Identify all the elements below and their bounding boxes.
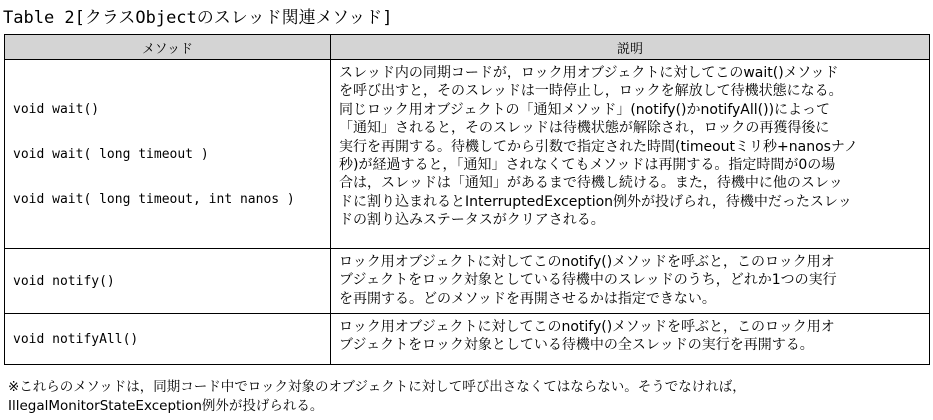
- method-signature: void notifyAll(): [13, 331, 139, 347]
- table-row-wait: [5, 60, 930, 249]
- method-signature: void wait( long timeout ): [13, 146, 209, 162]
- description-line: ロック用オブジェクトに対してこのnotify()メソッドを呼ぶと，このロック用オ: [339, 254, 835, 270]
- table-row-notify: [5, 249, 930, 314]
- method-cell: [5, 249, 331, 314]
- method-table: [4, 34, 930, 365]
- description-line: 秒)が経過すると，「通知」されなくてもメソッドは再開する。指定時間が0の場: [339, 157, 836, 174]
- description-line: ロック用オブジェクトに対してこのnotify()メソッドを呼ぶと，このロック用オ: [339, 319, 835, 335]
- method-signature: void notify(): [13, 273, 115, 289]
- method-cell: [5, 314, 331, 365]
- description-line: 実行を再開する。待機してから引数で指定された時間(timeoutミリ秒+nanosナノ: [339, 138, 858, 155]
- header-method: メソッド: [5, 35, 331, 60]
- method-cell: [5, 60, 331, 249]
- description-line: ブジェクトをロック対象としている待機中の全スレッドの実行を再開する。: [339, 337, 814, 354]
- footnote-line: IllegalMonitorStateException例外が投げられる。: [8, 398, 324, 414]
- description-line: スレッド内の同期コードが，ロック用オブジェクトに対してこのwait()メソッド: [339, 65, 839, 81]
- method-signature: void wait(): [13, 101, 100, 117]
- description-line: 「通知」されると，そのスレッドは待機状態が解除され，ロックの再獲得後に: [339, 120, 830, 137]
- description-line: ブジェクトをロック対象としている待機中のスレッドのうち，どれか1つの実行: [339, 272, 837, 289]
- footnote: [8, 378, 746, 416]
- description-line: ドに割り込まれるとInterruptedException例外が投げられ，待機中だったスレッ: [339, 193, 852, 210]
- description-line: 合は，スレッドは「通知」があるまで待機し続ける。また，待機中に他のスレッ: [339, 175, 843, 192]
- table-row-notifyall: [5, 314, 930, 365]
- description-line: を再開する。どのメソッドを再開させるかは指定できない。: [339, 290, 716, 307]
- table-header-row: [5, 35, 930, 60]
- description-line: ドの割り込みステータスがクリアされる。: [339, 212, 605, 229]
- table-caption: Table 2[クラスObjectのスレッド関連メソッド]: [3, 8, 393, 28]
- description-cell: [331, 249, 930, 314]
- description-cell: [331, 314, 930, 365]
- method-signature: void wait( long timeout, int nanos ): [13, 191, 295, 207]
- description-cell: [331, 60, 930, 249]
- header-description: 説明: [331, 35, 930, 60]
- footnote-line: ※これらのメソッドは，同期コード中でロック対象のオブジェクトに対して呼び出さなくてはならない。そうでなければ，: [8, 379, 746, 395]
- description-line: 同じロック用オブジェクトの「通知メソッド」(notify()かnotifyAll())によって: [339, 101, 831, 118]
- description-line: を呼び出すと，そのスレッドは一時停止し，ロックを解放して待機状態になる。: [339, 83, 843, 100]
